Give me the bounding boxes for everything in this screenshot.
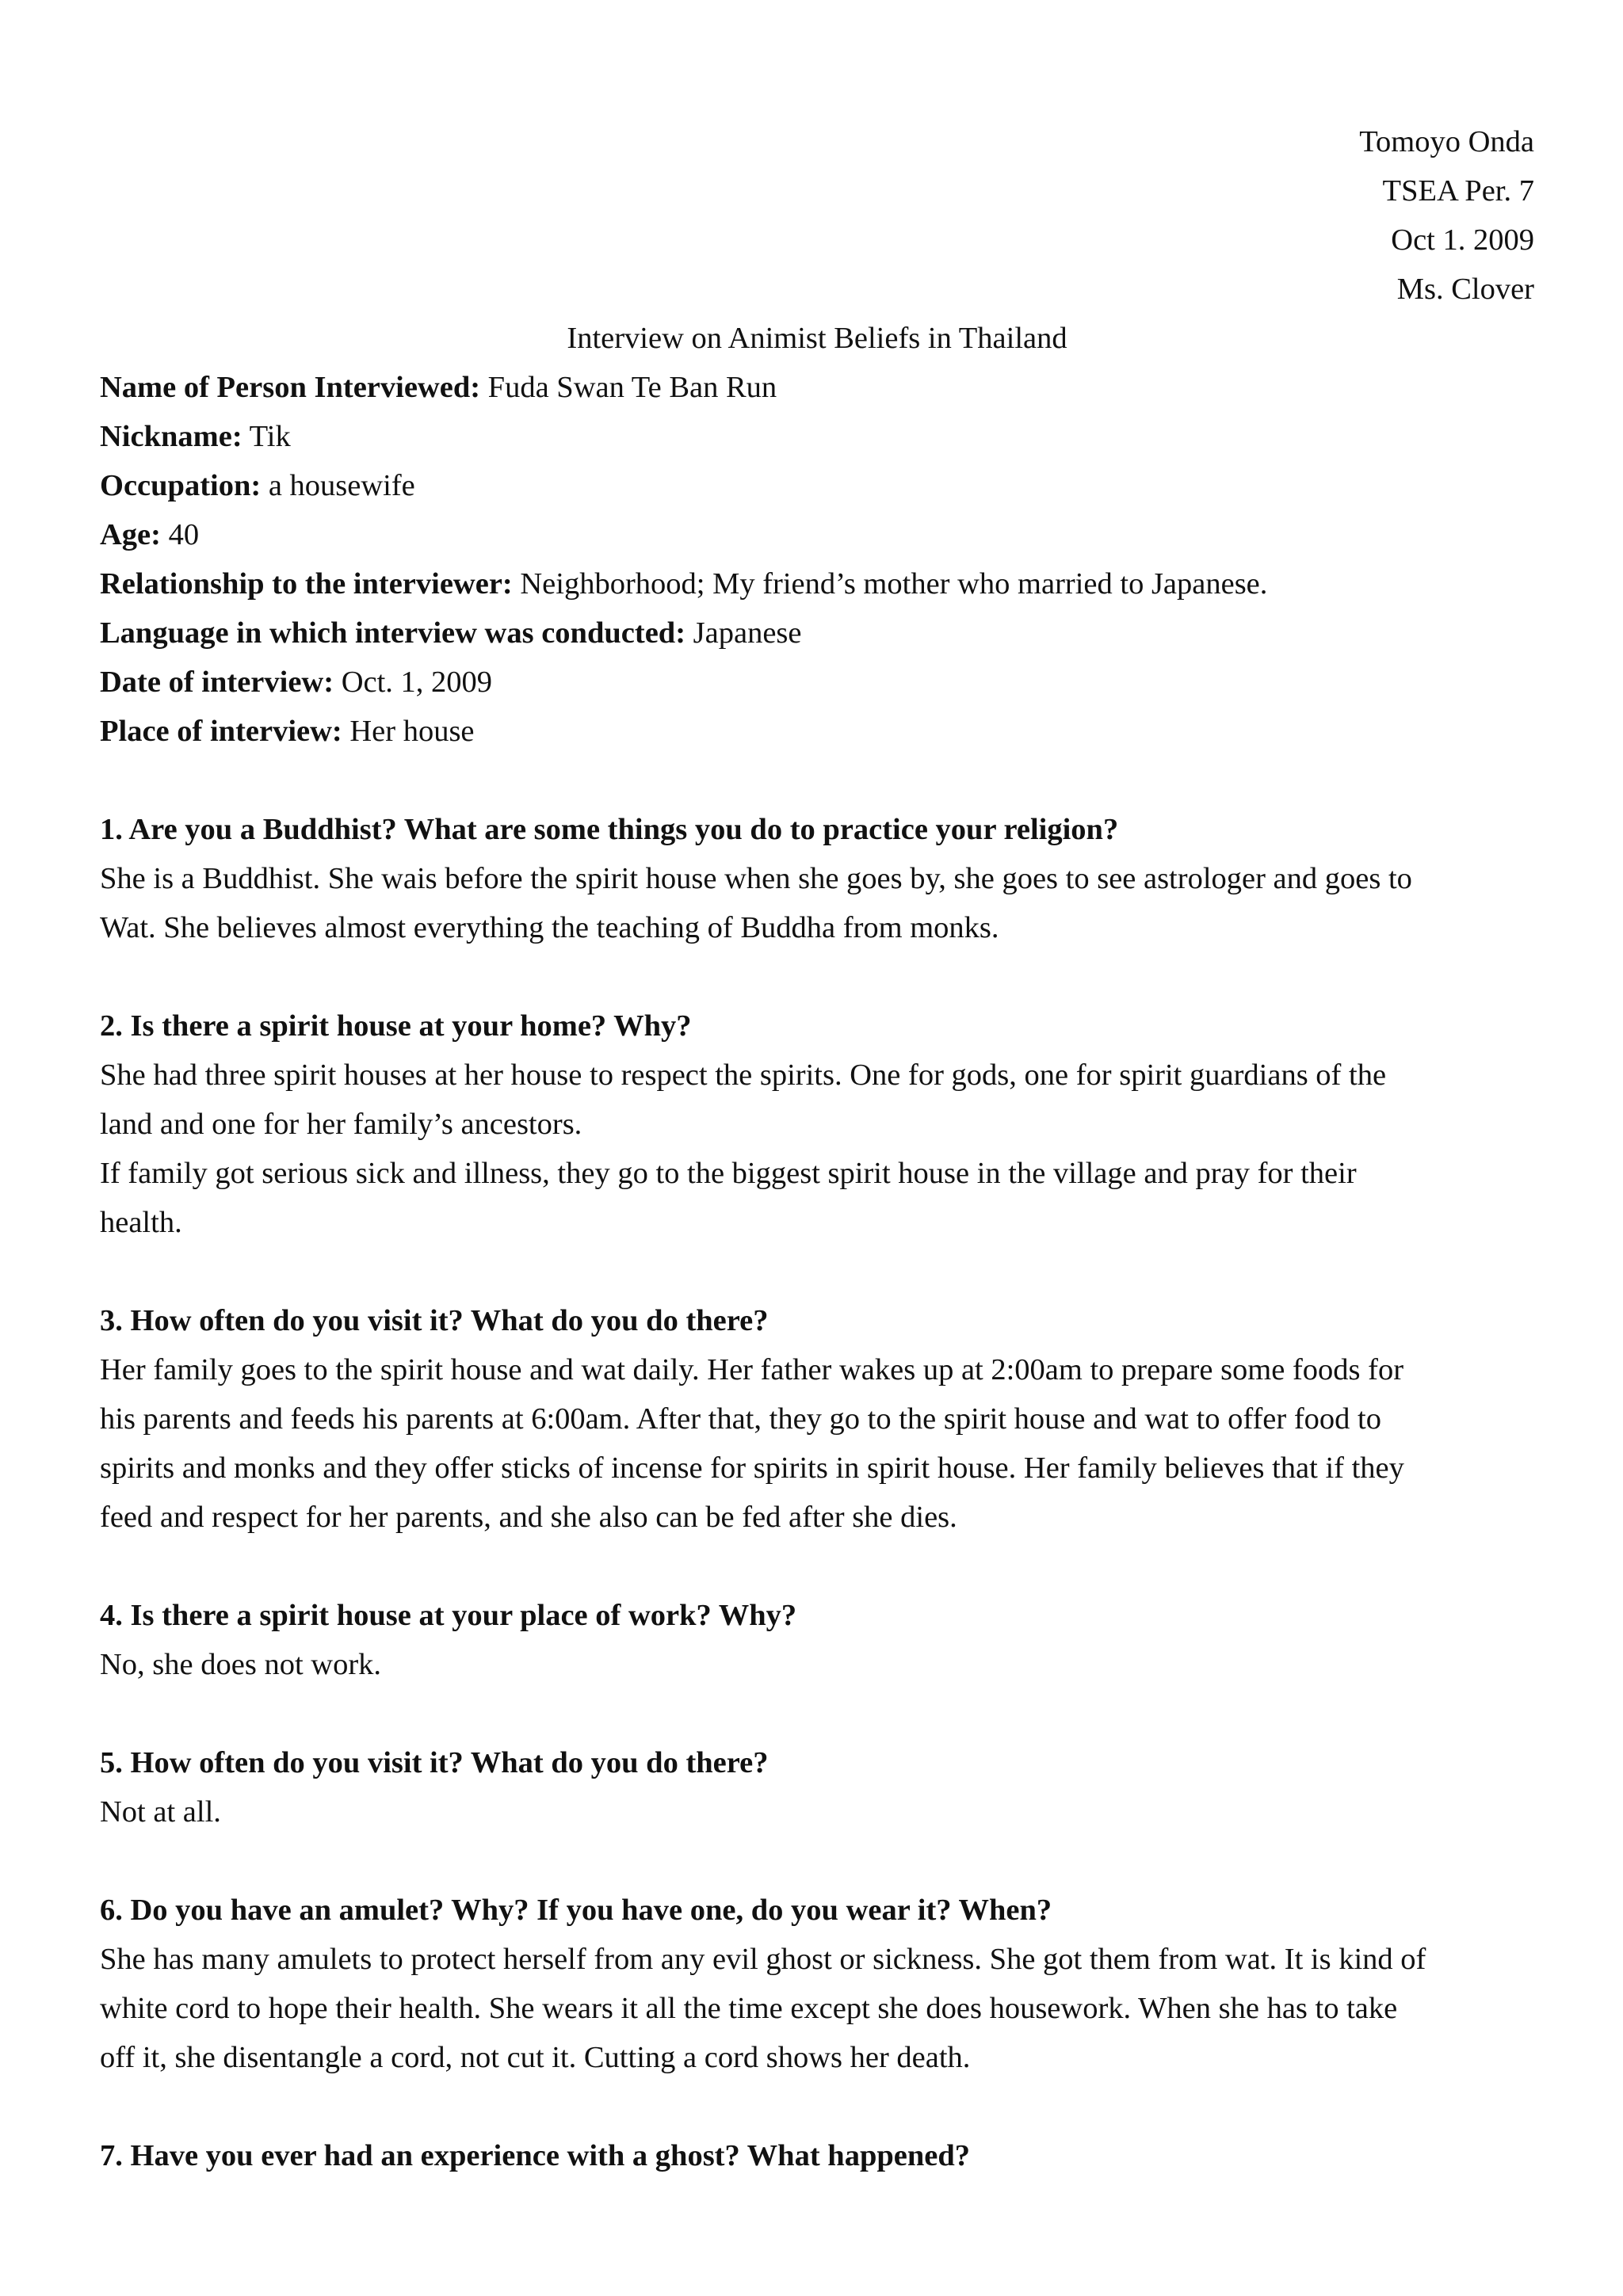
info-language xyxy=(100,608,1534,658)
answer-line: health. xyxy=(100,1206,182,1239)
question-text: 5. How often do you visit it? What do you do there? xyxy=(100,1746,769,1779)
interview-info xyxy=(100,363,1534,756)
info-value: Her house xyxy=(342,715,475,748)
info-label: Age: xyxy=(100,518,161,551)
info-name xyxy=(100,363,1534,412)
answer-line: off it, she disentangle a cord, not cut it. Cutting a cord shows her death. xyxy=(100,2041,971,2074)
document-date: Oct 1. 2009 xyxy=(1391,223,1534,257)
class-period: TSEA Per. 7 xyxy=(1382,174,1534,208)
qa-item-6 xyxy=(100,1886,1534,2082)
answer-line: She has many amulets to protect herself from any evil ghost or sickness. She got them from wat. It is kind of xyxy=(100,1943,1426,1976)
info-value: Neighborhood; My friend’s mother who married to Japanese. xyxy=(512,567,1268,601)
answer-line: Her family goes to the spirit house and wat daily. Her father wakes up at 2:00am to prepare some foods for xyxy=(100,1353,1404,1386)
answer-line: Not at all. xyxy=(100,1795,221,1829)
question-text: 7. Have you ever had an experience with a ghost? What happened? xyxy=(100,2139,971,2172)
info-value: 40 xyxy=(160,518,200,551)
teacher-name: Ms. Clover xyxy=(1396,273,1534,306)
qa-item-7 xyxy=(100,2131,1534,2180)
document-header xyxy=(100,117,1534,314)
answer-line: Wat. She believes almost everything the teaching of Buddha from monks. xyxy=(100,911,999,944)
answer-line: spirits and monks and they offer sticks of incense for spirits in spirit house. Her family believes that if they xyxy=(100,1451,1404,1485)
question-text: 3. How often do you visit it? What do you do there? xyxy=(100,1304,769,1337)
info-value: a housewife xyxy=(261,469,415,502)
question-text: 4. Is there a spirit house at your place of work? Why? xyxy=(100,1599,797,1632)
info-label: Nickname: xyxy=(100,420,242,453)
question-text: 6. Do you have an amulet? Why? If you have one, do you wear it? When? xyxy=(100,1894,1052,1927)
answer-line: No, she does not work. xyxy=(100,1648,382,1681)
qa-item-5 xyxy=(100,1738,1534,1836)
info-label: Relationship to the interviewer: xyxy=(100,567,513,601)
answer-line: his parents and feeds his parents at 6:00am. After that, they go to the spirit house and wat to offer food to xyxy=(100,1402,1381,1436)
info-value: Japanese xyxy=(685,616,802,650)
qa-item-4 xyxy=(100,1591,1534,1689)
info-date xyxy=(100,658,1534,707)
document-title: Interview on Animist Beliefs in Thailand xyxy=(567,322,1067,355)
question-text: 2. Is there a spirit house at your home? Why? xyxy=(100,1009,692,1043)
info-value: Fuda Swan Te Ban Run xyxy=(480,371,777,404)
info-occupation xyxy=(100,461,1534,510)
qa-item-1 xyxy=(100,805,1534,952)
answer-line: She had three spirit houses at her house to respect the spirits. One for gods, one for spirit guardians of the xyxy=(100,1058,1387,1092)
info-place xyxy=(100,707,1534,756)
info-label: Language in which interview was conducted: xyxy=(100,616,686,650)
answer-line: She is a Buddhist. She wais before the spirit house when she goes by, she goes to see astrologer and goes to xyxy=(100,862,1412,895)
answer-line: feed and respect for her parents, and she also can be fed after she dies. xyxy=(100,1501,957,1534)
info-value: Tik xyxy=(242,420,291,453)
info-label: Date of interview: xyxy=(100,666,334,699)
answer-line: land and one for her family’s ancestors. xyxy=(100,1108,582,1141)
info-age xyxy=(100,510,1534,559)
answer-line: white cord to hope their health. She wears it all the time except she does housework. When she has to take xyxy=(100,1992,1398,2025)
qa-item-2 xyxy=(100,1001,1534,1247)
info-label: Name of Person Interviewed: xyxy=(100,371,481,404)
answer-line: If family got serious sick and illness, they go to the biggest spirit house in the village and pray for their xyxy=(100,1157,1357,1190)
question-text: 1. Are you a Buddhist? What are some things you do to practice your religion? xyxy=(100,813,1119,846)
info-nickname xyxy=(100,412,1534,461)
info-label: Occupation: xyxy=(100,469,262,502)
qa-item-3 xyxy=(100,1296,1534,1542)
info-value: Oct. 1, 2009 xyxy=(334,666,493,699)
info-label: Place of interview: xyxy=(100,715,342,748)
info-relationship xyxy=(100,559,1534,608)
author-name: Tomoyo Onda xyxy=(1359,125,1534,158)
